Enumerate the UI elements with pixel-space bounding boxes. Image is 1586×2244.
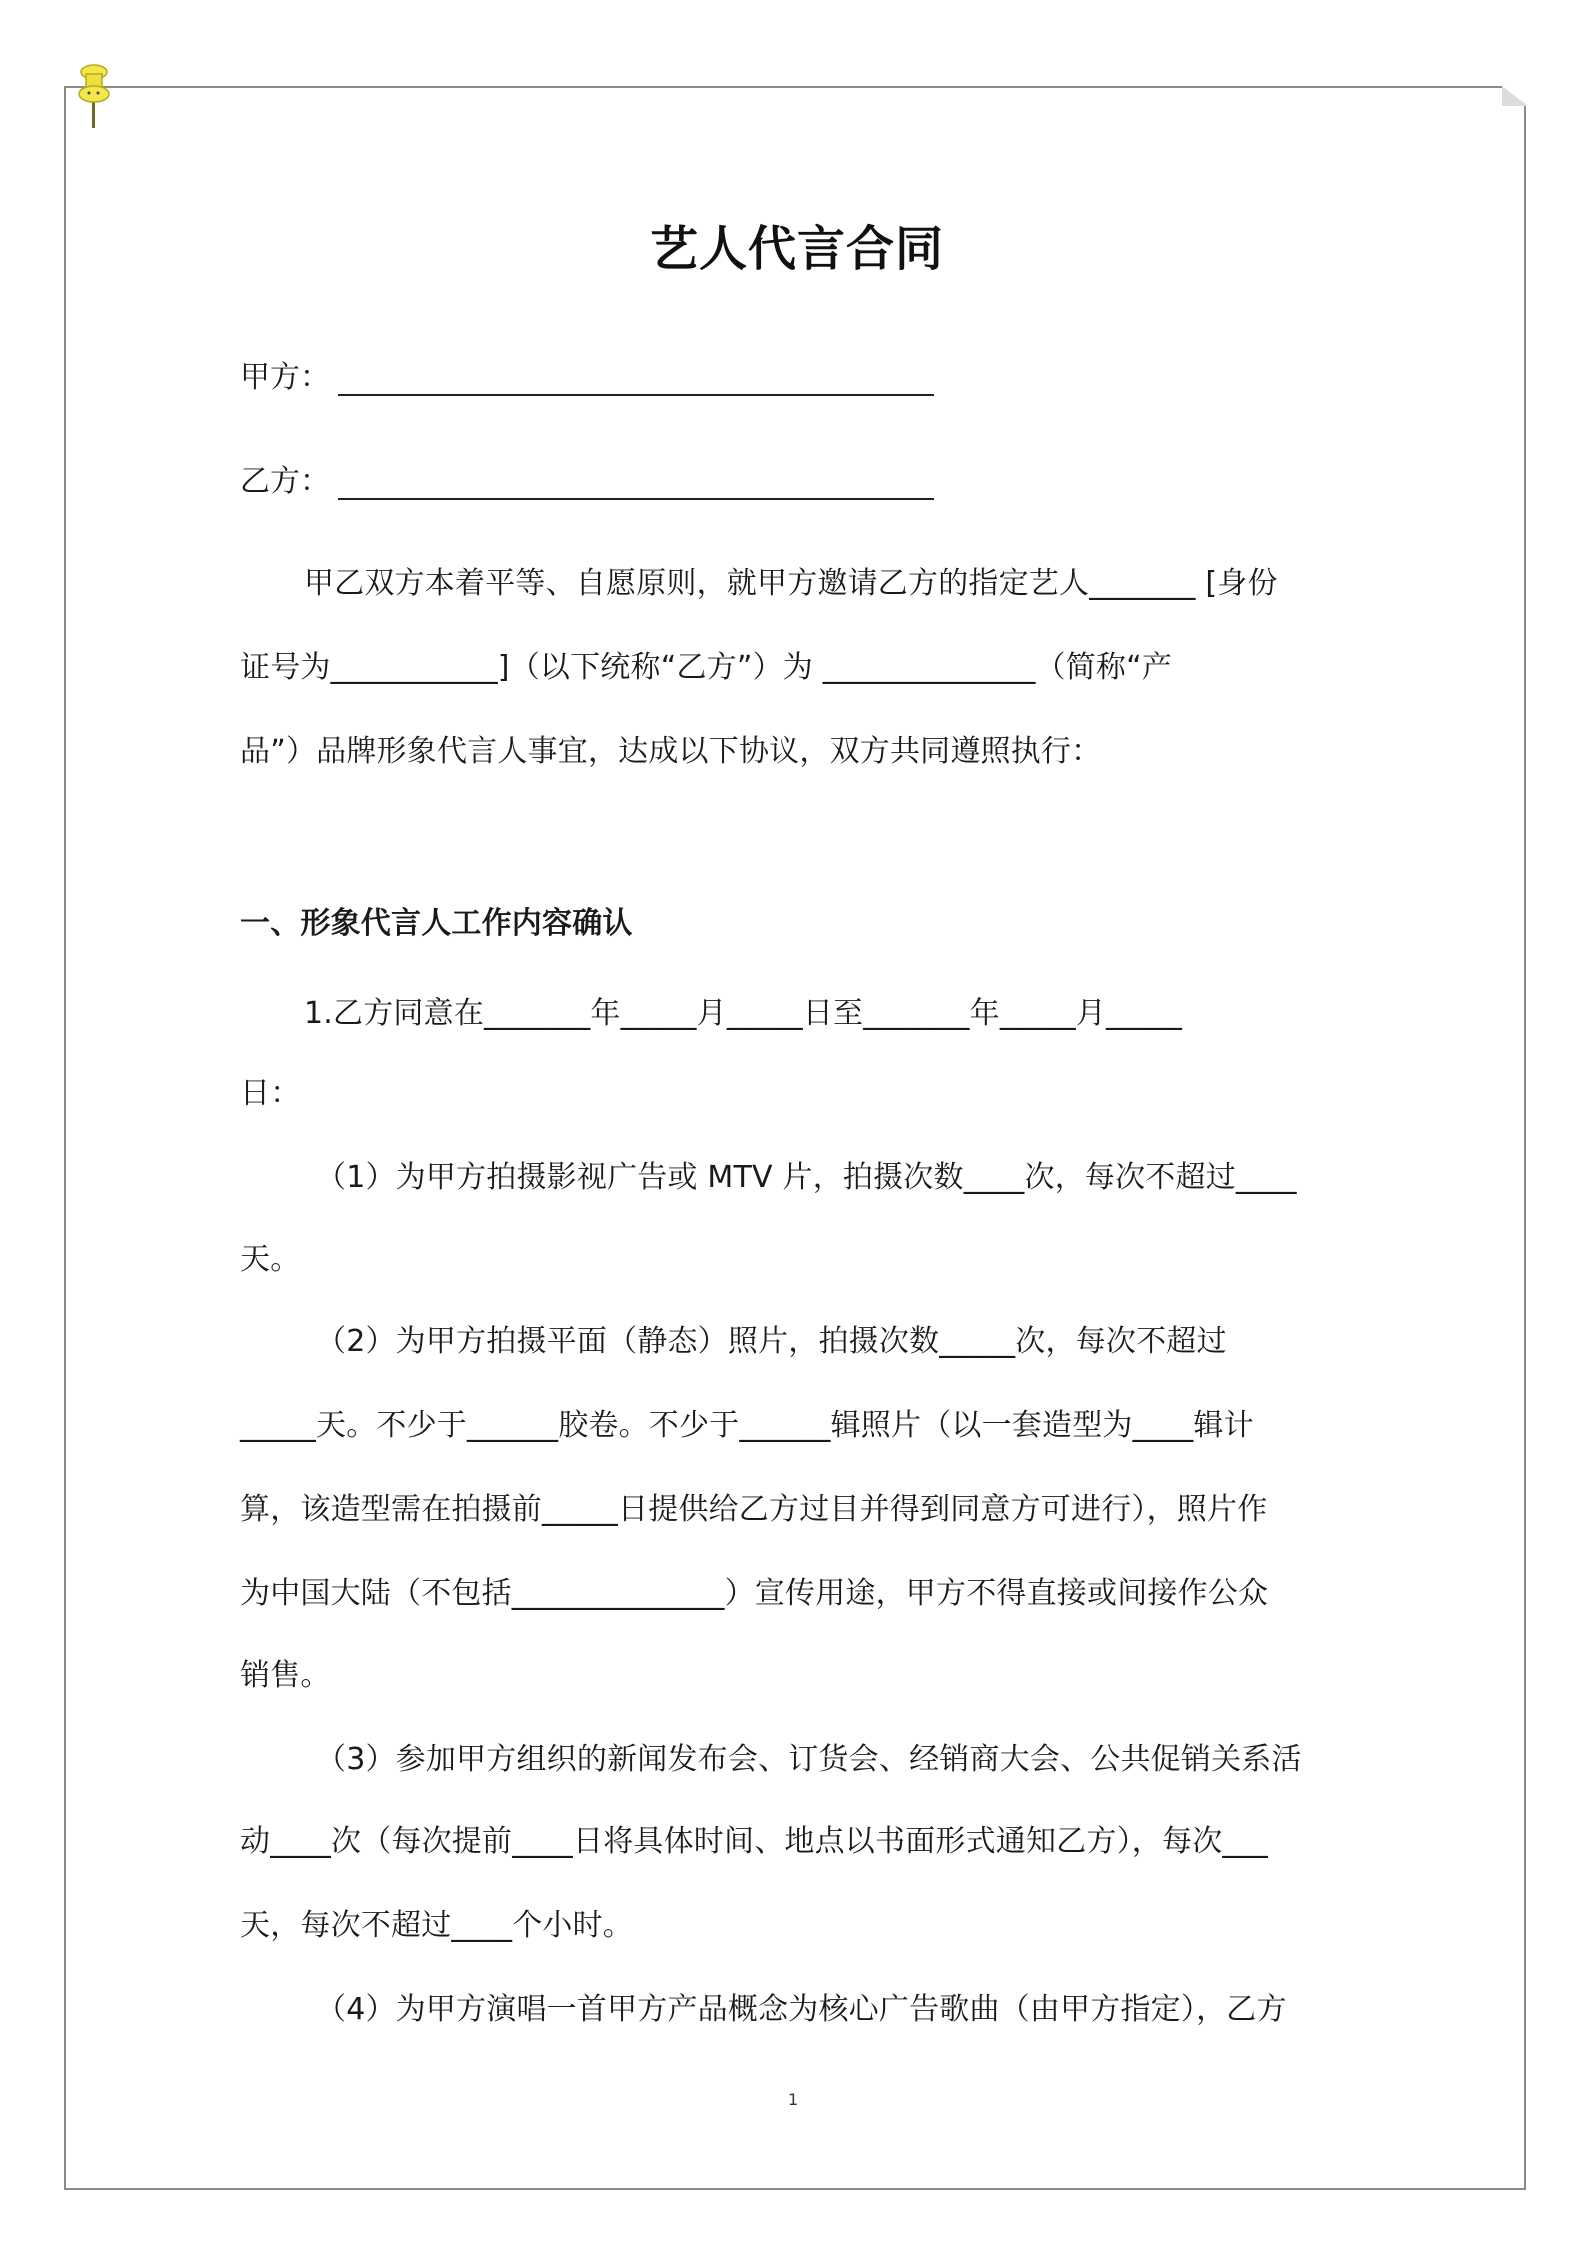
party-b-blank bbox=[338, 468, 934, 500]
sub-2-line-1: （2）为甲方拍摄平面（静态）照片，拍摄次数_____次，每次不超过 bbox=[316, 1324, 1227, 1359]
party-a-blank bbox=[338, 364, 934, 396]
page-number: 1 bbox=[788, 2090, 799, 2109]
page-curl-corner bbox=[1502, 86, 1528, 106]
intro-line-1: 甲乙双方本着平等、自愿原则，就甲方邀请乙方的指定艺人_______ [身份 bbox=[304, 566, 1278, 601]
item-1-line-1: 1.乙方同意在_______年_____月_____日至_______年_____月_____ bbox=[304, 996, 1183, 1031]
sub-3-line-2: 动____次（每次提前____日将具体时间、地点以书面形式通知乙方），每次___ bbox=[240, 1824, 1268, 1859]
sub-2-line-4: 为中国大陆（不包括______________）宣传用途，甲方不得直接或间接作公众 bbox=[240, 1576, 1269, 1611]
party-b-label: 乙方： bbox=[240, 464, 330, 499]
sub-1-line-1: （1）为甲方拍摄影视广告或 MTV 片，拍摄次数____次，每次不超过____ bbox=[316, 1160, 1297, 1195]
page bbox=[64, 86, 1526, 2190]
intro-line-3: 品”）品牌形象代言人事宜，达成以下协议，双方共同遵照执行： bbox=[240, 734, 1102, 769]
section-1-heading: 一、形象代言人工作内容确认 bbox=[240, 906, 633, 941]
sub-1-line-2: 天。 bbox=[240, 1242, 301, 1277]
pushpin-icon bbox=[74, 62, 114, 132]
party-b-row bbox=[240, 456, 934, 500]
sub-2-line-2: _____天。不少于______胶卷。不少于______辑照片（以一套造型为____辑计 bbox=[240, 1408, 1254, 1443]
party-a-label: 甲方： bbox=[240, 360, 330, 395]
document-title: 艺人代言合同 bbox=[649, 221, 944, 277]
sub-4-line-1: （4）为甲方演唱一首甲方产品概念为核心广告歌曲（由甲方指定），乙方 bbox=[316, 1992, 1287, 2027]
sub-2-line-3: 算，该造型需在拍摄前_____日提供给乙方过目并得到同意方可进行），照片作 bbox=[240, 1492, 1268, 1527]
item-1-line-2: 日： bbox=[240, 1076, 301, 1111]
sub-3-line-3: 天，每次不超过____个小时。 bbox=[240, 1908, 633, 1943]
party-a-row bbox=[240, 352, 934, 396]
sub-3-line-1: （3）参加甲方组织的新闻发布会、订货会、经销商大会、公共促销关系活 bbox=[316, 1742, 1302, 1777]
intro-line-2: 证号为___________]（以下统称“乙方”）为 ______________（简称“产 bbox=[240, 650, 1173, 685]
sub-2-line-5: 销售。 bbox=[240, 1658, 331, 1693]
